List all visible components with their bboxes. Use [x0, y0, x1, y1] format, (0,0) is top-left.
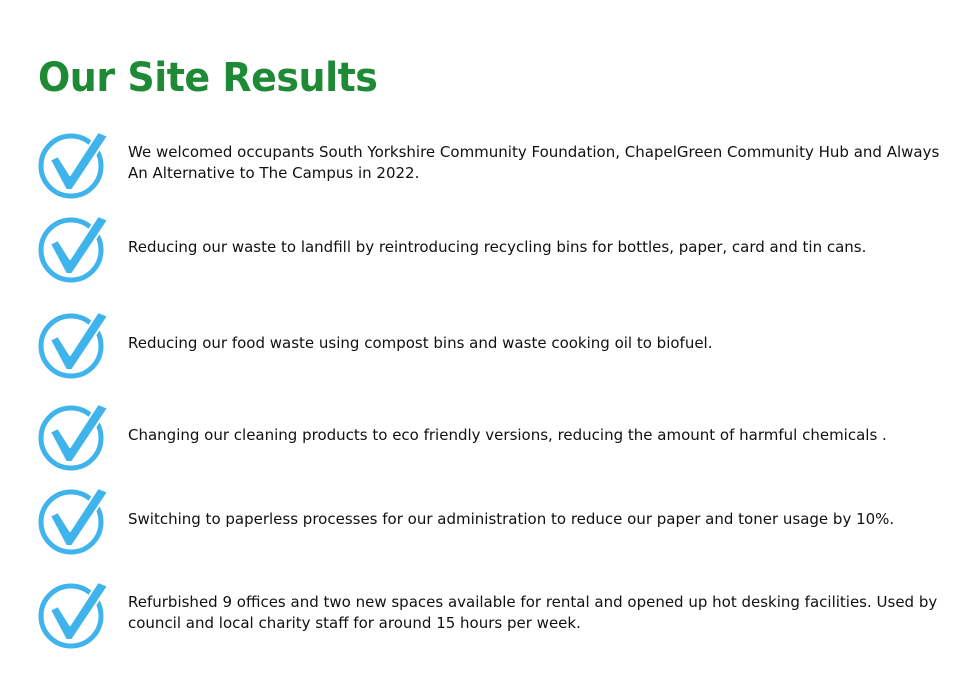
list-item-text: Reducing our food waste using compost bins and waste cooking oil to biofuel. — [128, 333, 713, 352]
checkmark-circle-icon — [36, 576, 110, 650]
checkmark-circle-icon — [36, 306, 110, 380]
list-item-text: We welcomed occupants South Yorkshire Community Foundation, ChapelGreen Community Hub and Always An Alternative to The Campus in 2022. — [128, 143, 940, 182]
checkmark-circle-icon — [36, 126, 110, 200]
list-item — [36, 398, 956, 472]
checkmark-circle-icon — [36, 482, 110, 556]
list-item-text: Refurbished 9 offices and two new spaces available for rental and opened up hot desking facilities. Used by council and local charity staff for around 15 hours per week. — [128, 593, 938, 632]
list-item — [36, 576, 956, 650]
checkmark-circle-icon — [36, 210, 110, 284]
list-item — [36, 306, 956, 380]
page-title: Our Site Results — [38, 54, 378, 101]
list-item-text: Changing our cleaning products to eco friendly versions, reducing the amount of harmful chemicals . — [128, 425, 887, 444]
list-item — [36, 126, 956, 200]
list-item — [36, 482, 956, 556]
list-item-text: Switching to paperless processes for our administration to reduce our paper and toner usage by 10%. — [128, 509, 895, 528]
checkmark-circle-icon — [36, 398, 110, 472]
list-item-text: Reducing our waste to landfill by reintroducing recycling bins for bottles, paper, card and tin cans. — [128, 237, 867, 256]
list-item — [36, 210, 956, 284]
